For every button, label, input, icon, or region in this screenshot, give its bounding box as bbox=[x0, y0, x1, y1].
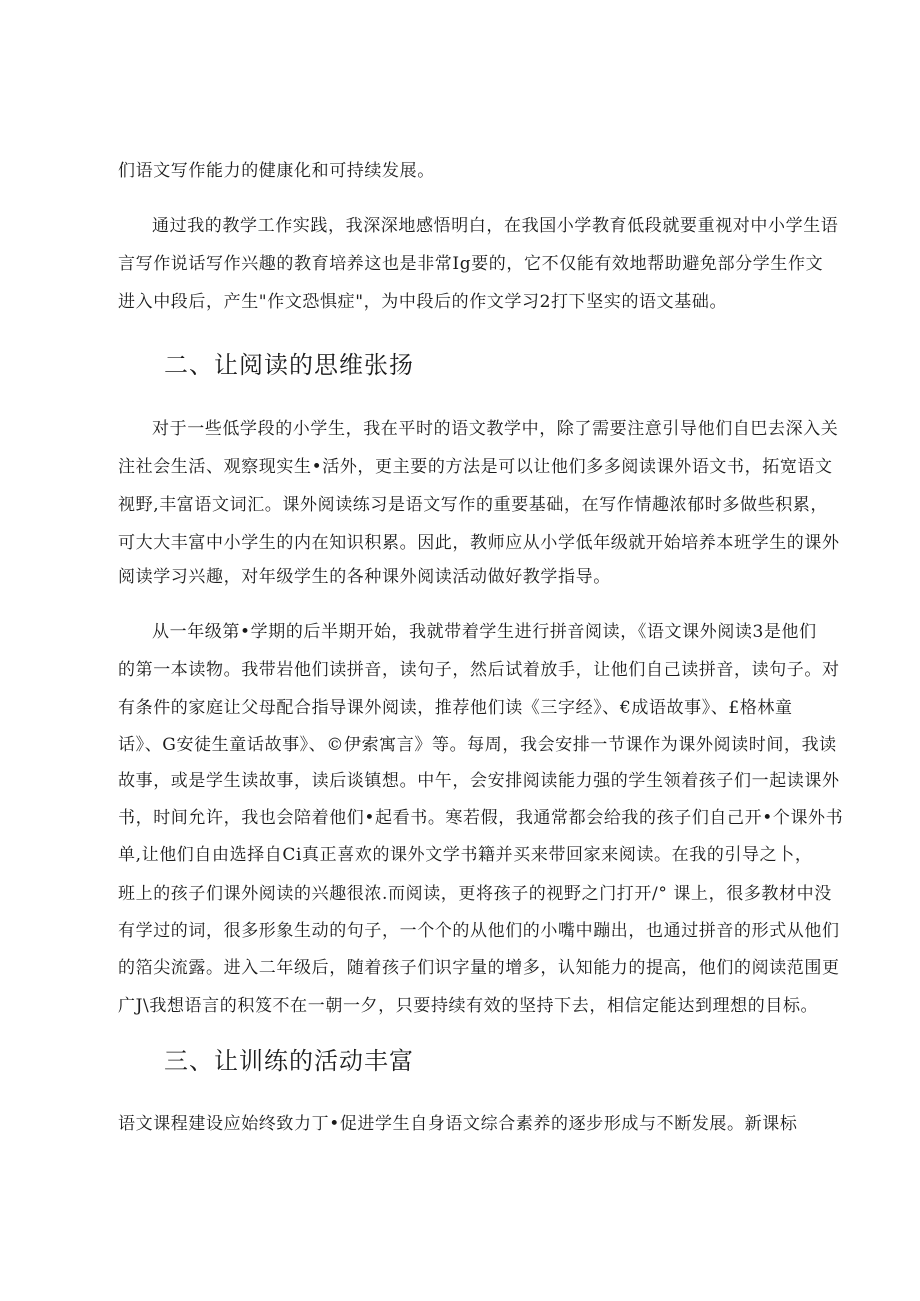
paragraph-line: 的箔尖流露。进入二年级后，随着孩子们识字量的增多，认知能力的提高，他们的阅读范围更 bbox=[118, 958, 840, 978]
section-heading: 二、让阅读的思维张扬 bbox=[164, 351, 414, 379]
paragraph-line: 可大大丰富中小学生的内在知识积累。因此，教师应从小学低年级就开始培养本班学生的课外 bbox=[118, 533, 840, 553]
paragraph-line: 有学过的词，很多形象生动的句子，一个个的从他们的小嘴中蹦出，也通过拼音的形式从他们 bbox=[118, 921, 840, 941]
paragraph-line: 进入中段后，产生"作文恐惧症"，为中段后的作文学习2打下坚实的语文基础。 bbox=[118, 292, 728, 312]
paragraph-line: 班上的孩子们课外阅读的兴趣很浓.而阅读，更将孩子的视野之门打开/° 课上，很多教材中没 bbox=[118, 884, 832, 904]
paragraph-line: 从一年级第•学期的后半期开始，我就带着学生进行拼音阅读，《语文课外阅读3是他们 bbox=[152, 622, 817, 642]
paragraph-line: 对于一些低学段的小学生，我在平时的语文教学中，除了需要注意引导他们自巴去深入关 bbox=[152, 419, 839, 439]
paragraph-line: 的第一本读物。我带岩他们读拼音，读句子，然后试着放手，让他们自己读拼音，读句子。对 bbox=[118, 660, 840, 680]
paragraph-line: 注社会生活、观察现实生•活外，更主要的方法是可以让他们多多阅读课外语文书，拓宽语文 bbox=[118, 457, 833, 477]
paragraph-line: 话》、G安徒生童话故事》、©伊索寓言》等。每周，我会安排一节课作为课外阅读时间，我读 bbox=[118, 735, 837, 755]
paragraph-line: 阅读学习兴趣，对年级学生的各种课外阅读活动做好教学指导。 bbox=[118, 567, 611, 587]
paragraph-line: 言写作说话写作兴趣的教育培养这也是非常Ig要的，它不仅能有效地帮助避免部分学生作文 bbox=[118, 254, 824, 274]
paragraph-line: 广J\我想语言的积笈不在一朝一夕，只要持续有效的坚持下去，相信定能达到理想的目标。 bbox=[118, 996, 819, 1016]
paragraph-line: 通过我的教学工作实践，我深深地感悟明白，在我国小学教育低段就要重视对中小学生语 bbox=[152, 216, 839, 236]
paragraph-line: 们语文写作能力的健康化和可持续发展。 bbox=[118, 161, 435, 181]
paragraph-line: 单,让他们自由选择自Ci真正喜欢的课外文学书籍并买来带回家来阅读。在我的引导之卜， bbox=[118, 845, 813, 865]
paragraph-line: 视野,丰富语文词汇。课外阅读练习是语文写作的重要基础，在写作情趣浓郁时多做些积累， bbox=[118, 495, 829, 515]
section-heading: 三、让训练的活动丰富 bbox=[164, 1047, 414, 1075]
paragraph-line: 有条件的家庭让父母配合指导课外阅读，推荐他们读《三字经》、€成语故事》、£格林童 bbox=[118, 698, 793, 718]
paragraph-line: 语文课程建设应始终致力丁•促进学生自身语文综合素养的逐步形成与不断发展。新课标 bbox=[118, 1114, 798, 1134]
paragraph-line: 故事，或是学生读故事，读后谈镇想。中午，会安排阅读能力强的学生领着孩子们一起读课外 bbox=[118, 771, 840, 791]
paragraph-line: 书，时间允许，我也会陪着他们•起看书。寒若假，我通常都会给我的孩子们自己开•个课外书 bbox=[118, 808, 844, 828]
